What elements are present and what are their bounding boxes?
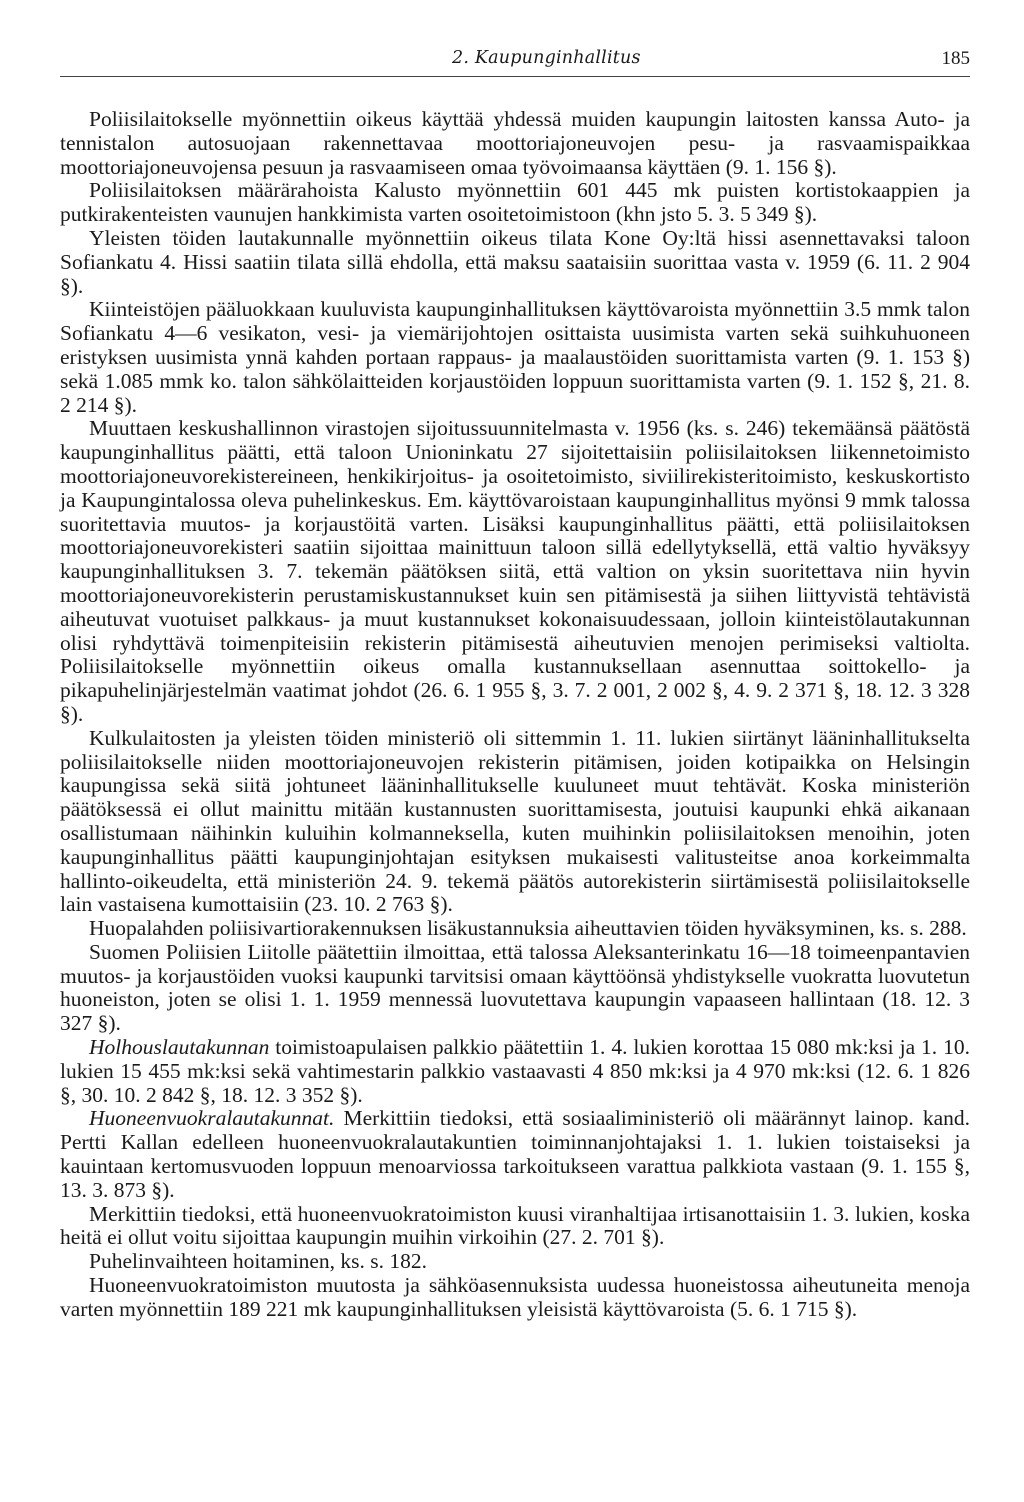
paragraph: Merkittiin tiedoksi, että huoneenvuokratoimiston kuusi viranhaltijaa irtisanottaisiin 1. 3. lukien, koska heitä ei ollut voitu sijoittaa kaupungin muihin virkoihin (27. 2. 701 §). — [60, 1201, 970, 1250]
paragraph: Huoneenvuokratoimiston muutosta ja sähköasennuksista uudessa huoneistossa aiheutuneita menoja varten myönnettiin 189 221 mk kaupunginhallituksen yleisistä käyttövaroista (5. 6. 1 715 §). — [60, 1273, 970, 1321]
body-text — [60, 108, 970, 1322]
paragraph: Holhouslautakunnan toimistoapulaisen palkkio päätettiin 1. 4. lukien korottaa 15 080 mk:ksi ja 1. 10. lukien 15 455 mk:ksi sekä vahtimestarin palkkio vastaavasti 4 850 mk:ksi ja 4 970 mk:ksi (12. 6. 1 826 §, 30. 10. 2 842 §, 18. 12. 3 352 §). — [60, 1035, 970, 1107]
paragraph: Kiinteistöjen pääluokkaan kuuluvista kaupunginhallituksen käyttövaroista myönnettiin 3.5 mmk talon Sofiankatu 4—6 vesikaton, vesi- ja viemärijohtojen osittaista uusimista varten sekä suihkuhuoneen eristyksen uusimista ynnä kahden portaan rappaus- ja maalaustöiden suorittamista varten (9. 1. 153 §) sekä 1.085 mmk ko. talon sähkölaitteiden korjaustöiden loppuun suorittamista varten (9. 1. 152 §, 21. 8. 2 214 §). — [60, 297, 970, 417]
paragraph: Huopalahden poliisivartiorakennuksen lisäkustannuksia aiheuttavien töiden hyväksyminen, ks. s. 288. — [89, 916, 967, 941]
section-title: 2. Kaupunginhallitus — [452, 48, 641, 68]
page-number: 185 — [941, 48, 970, 69]
paragraph: Poliisilaitoksen määrärahoista Kalusto myönnettiin 601 445 mk puisten kortistokaappien ja putkirakenteisten vaunujen hankkimista varten osoitetoimistoon (khn jsto 5. 3. 5 349 §). — [60, 178, 970, 227]
paragraph: Muuttaen keskushallinnon virastojen sijoitussuunnitelmasta v. 1956 (ks. s. 246) tekemäänsä päätöstä kaupunginhallitus päätti, että taloon Unioninkatu 27 sijoitettaisiin poliisilaitoksen liikennetoimisto moottoriajoneuvorekistereineen, henkikirjoitus- ja osoitetoimisto, siviilirekisteritoimisto, keskuskortisto ja Kaupungintalossa oleva puhelinkeskus. Em. käyttövaroistaan kaupunginhallitus myönsi 9 mmk talossa suoritettavia muutos- ja korjaustöitä varten. Lisäksi kaupunginhallitus päätti, että poliisilaitoksen moottoriajoneuvorekisteri saatiin sijoittaa mainittuun taloon sillä edellytyksellä, että valtio hyväksyy kaupunginhallituksen 3. 7. tekemän päätöksen siitä, että valtion on yksin suoritettava niin hyvin moottoriajoneuvorekisterin perustamiskustannukset kuin sen pitämisestä ja siihen liittyvistä tehtävistä aiheutuvat vuotuiset palkkaus- ja muut kustannukset kokonaisuudessaan, jolloin kiinteistölautakunnan olisi ryhdyttävä toimenpiteisiin rekisterin pitämisestä aiheutuvien menojen perimiseksi valtiolta. Poliisilaitokselle myönnettiin oikeus omalla kustannuksellaan asennuttaa soittokello- ja pikapuhelinjärjestelmän vaatimat johdot (26. 6. 1 955 §, 3. 7. 2 001, 2 002 §, 4. 9. 2 371 §, 18. 12. 3 328 §). — [60, 416, 970, 726]
paragraph: Poliisilaitokselle myönnettiin oikeus käyttää yhdessä muiden kaupungin laitosten kanssa Auto- ja tennistalon autosuojaan rakennettavaa moottoriajoneuvojen pesu- ja rasvaamispaikkaa moottoriajoneuvojensa pesuun ja rasvaamiseen omaa työvoimaansa käyttäen (9. 1. 156 §). — [60, 107, 970, 179]
header-rule — [60, 76, 970, 77]
paragraph-lead: Huoneenvuokralautakunnat. — [89, 1106, 335, 1131]
paragraph: Huoneenvuokralautakunnat. Merkittiin tiedoksi, että sosiaaliministeriö oli määrännyt lainop. kand. Pertti Kallan edelleen huoneenvuokralautakuntien toiminnanjohtajaksi 1. 1. lukien toistaiseksi ja kauintaan kertomusvuoden loppuun menoarviossa tarkoitukseen varattua palkkiota vastaan (9. 1. 155 §, 13. 3. 873 §). — [60, 1106, 970, 1202]
paragraph: Suomen Poliisien Liitolle päätettiin ilmoittaa, että talossa Aleksanterinkatu 16—18 toimeenpantavien muutos- ja korjaustöiden vuoksi kaupunki tarvitsisi omaan käyttöönsä yhdistykselle vuokratta luovutetun huoneiston, joten se olisi 1. 1. 1959 mennessä luovutettava kaupungin vapaaseen hallintaan (18. 12. 3 327 §). — [60, 939, 970, 1036]
paragraph-lead: Holhouslautakunnan — [89, 1035, 270, 1060]
paragraph: Yleisten töiden lautakunnalle myönnettiin oikeus tilata Kone Oy:ltä hissi asennettavaksi taloon Sofiankatu 4. Hissi saatiin tilata sillä ehdolla, että maksu saataisiin suorittaa vasta v. 1959 (6. 11. 2 904 §). — [60, 225, 970, 298]
running-head — [60, 48, 970, 80]
paragraph: Kulkulaitosten ja yleisten töiden ministeriö oli sittemmin 1. 11. lukien siirtänyt lääninhallitukselta poliisilaitokselle niiden moottoriajoneuvojen rekisterin pitämisen, joiden kotipaikka on Helsingin kaupungissa sekä siitä johtuneet lääninhallitukselle kuuluneet muut tehtävät. Koska ministeriön päätöksessä ei ollut mainittu mitään kustannusten suorittamisesta, joutuisi kaupunki ehkä aikanaan osallistumaan näihinkin kuluihin kolmanneksella, kuten muihinkin poliisilaitoksen menoihin, joten kaupunginhallitus päätti kaupunginjohtajan esityksen mukaisesti valitusteitse anoa korkeimmalta hallinto-oikeudelta, että ministeriön 24. 9. tekemä päätös autorekisterin siirtämisestä poliisilaitokselle lain vastaisena kumottaisiin (23. 10. 2 763 §). — [60, 725, 970, 917]
paragraph: Puhelinvaihteen hoitaminen, ks. s. 182. — [89, 1249, 427, 1274]
